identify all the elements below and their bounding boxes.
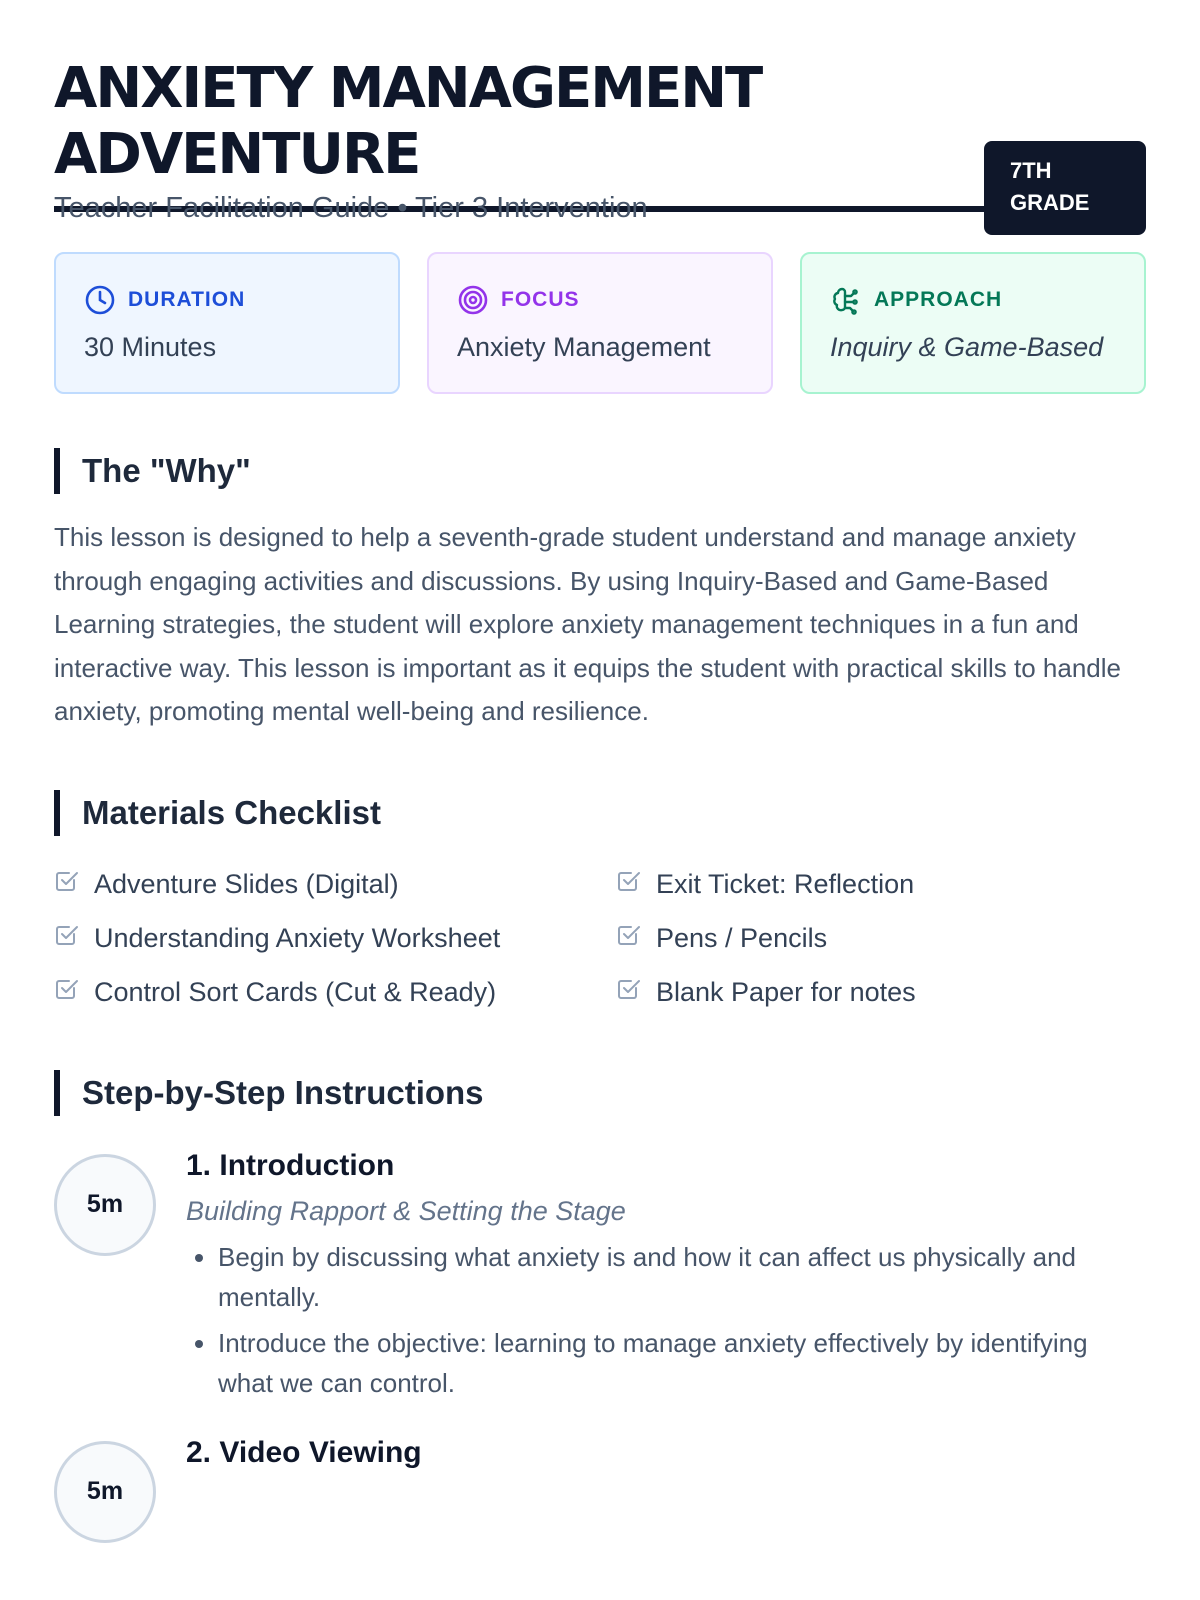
material-item: [616, 912, 1146, 966]
approach-card: [800, 252, 1146, 394]
page-header: [54, 0, 1146, 224]
materials-heading: Materials Checklist: [54, 790, 1146, 836]
step-title: 1. Introduction: [186, 1148, 395, 1182]
step-item: [54, 1146, 1146, 1403]
target-icon: [457, 284, 489, 316]
material-item: [616, 966, 1146, 1020]
steps-section: [54, 1070, 1146, 1505]
why-paragraph: This lesson is designed to help a seventh-grade student understand and manage anxiety through engaging activities and discussions. By using Inquiry-Based and Game-Based Learning strategies, the student will explore anxiety management techniques in a fun and interactive way. This lesson is important as it equips the student with practical skills to handle anxiety, promoting mental well-being and resilience.: [54, 522, 1121, 726]
steps-heading: Step-by-Step Instructions: [54, 1070, 1146, 1116]
step-subtitle: Building Rapport & Setting the Stage: [186, 1195, 626, 1226]
material-item: [54, 966, 616, 1020]
grade-badge-line-2: GRADE: [1010, 190, 1090, 215]
step-title: 2. Video Viewing: [186, 1435, 422, 1469]
step-bullet: • Introduce the objective: learning to manage anxiety effectively by identifying what we can control.: [218, 1323, 1146, 1403]
why-section: [54, 448, 1146, 734]
step-item: [54, 1433, 1146, 1505]
step-duration-badge: 5m: [54, 1441, 156, 1543]
brain-icon: [830, 284, 862, 316]
page-subtitle: Teacher Facilitation Guide • Tier 3 Intervention: [54, 192, 648, 224]
checkbox-checked-icon: [54, 868, 80, 901]
info-cards: [54, 252, 1146, 394]
material-label: Exit Ticket: Reflection: [656, 869, 915, 899]
grade-badge: [984, 141, 1146, 235]
checkbox-checked-icon: [54, 922, 80, 955]
material-item: [616, 858, 1146, 912]
duration-value: 30 Minutes: [84, 332, 217, 362]
page-title: ANXIETY MANAGEMENT ADVENTURE: [54, 56, 762, 187]
material-label: Control Sort Cards (Cut & Ready): [94, 977, 497, 1007]
material-label: Blank Paper for notes: [656, 977, 916, 1007]
checkbox-checked-icon: [616, 922, 642, 955]
step-bullet: • Begin by discussing what anxiety is and how it can affect us physically and mentally.: [218, 1237, 1146, 1317]
material-label: Adventure Slides (Digital): [94, 869, 399, 899]
material-label: Pens / Pencils: [656, 923, 828, 953]
focus-card: [427, 252, 773, 394]
material-item: [54, 912, 616, 966]
focus-value: Anxiety Management: [457, 332, 711, 362]
duration-card: [54, 252, 400, 394]
checkbox-checked-icon: [616, 868, 642, 901]
why-heading: The "Why": [54, 448, 1146, 494]
approach-label: APPROACH: [874, 288, 1003, 311]
material-item: [54, 858, 616, 912]
clock-icon: [84, 284, 116, 316]
checkbox-checked-icon: [54, 976, 80, 1009]
step-bullet-list: [186, 1237, 1146, 1403]
material-label: Understanding Anxiety Worksheet: [94, 923, 501, 953]
materials-section: [54, 790, 1146, 1020]
focus-label: FOCUS: [501, 288, 580, 311]
grade-badge-line-1: 7TH: [1010, 158, 1052, 183]
checkbox-checked-icon: [616, 976, 642, 1009]
materials-list: [54, 858, 1146, 1020]
duration-label: DURATION: [128, 288, 246, 311]
step-duration-badge: 5m: [54, 1154, 156, 1256]
approach-value: Inquiry & Game-Based: [830, 332, 1104, 362]
